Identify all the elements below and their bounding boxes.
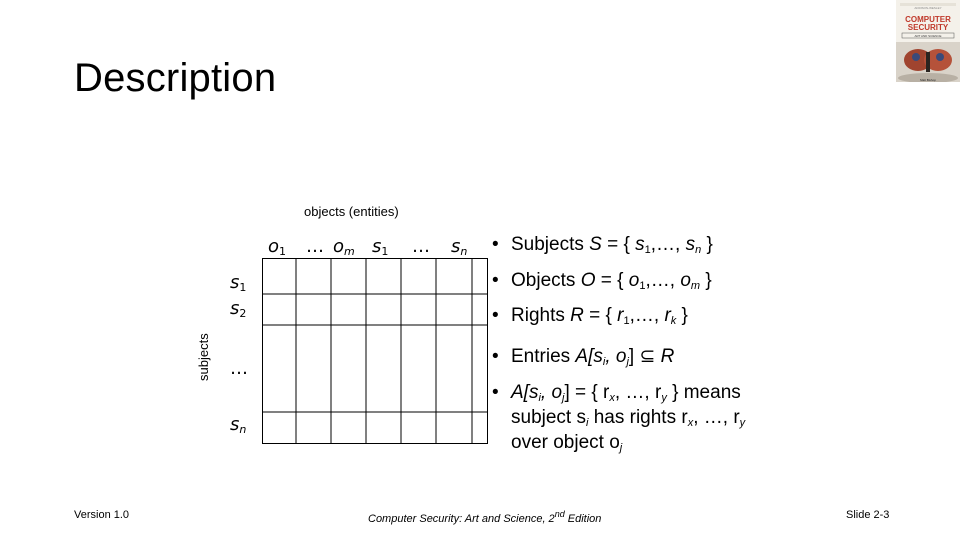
column-header-om: $o_m$ (333, 236, 355, 258)
cover-subtitle: ART AND SCIENCE (914, 34, 942, 38)
cover-author: Matt Bishop (920, 78, 936, 82)
book-cover-image (896, 0, 960, 82)
cover-title-top: COMPUTER (905, 15, 951, 24)
footer-version: Version 1.0 (74, 509, 130, 521)
footer-slide-number: Slide 2-3 (846, 509, 890, 521)
slide-title: Description (74, 56, 277, 100)
cover-title-bottom: SECURITY (907, 23, 949, 32)
column-header-o1: $o_1$ (268, 236, 287, 258)
row-header-s2: $s_2$ (230, 298, 247, 320)
row-header-ellipsis: … (230, 358, 248, 379)
column-header-s1: $s_1$ (372, 236, 389, 258)
row-header-s1: $s_1$ (230, 272, 247, 294)
cover-publisher: ADDISON-WESLEY (914, 6, 942, 10)
footer-book-title: Computer Security: Art and Science, 2nd Edition (368, 509, 602, 525)
column-header-sn: $s_n$ (451, 236, 468, 258)
row-header-sn: $s_n$ (230, 414, 247, 436)
objects-axis-label: objects (entities) (304, 204, 399, 219)
access-control-matrix (262, 258, 488, 444)
subjects-axis-label: subjects (196, 333, 211, 381)
column-header-ellipsis-1: … (306, 236, 324, 257)
column-header-ellipsis-2: … (412, 236, 430, 257)
